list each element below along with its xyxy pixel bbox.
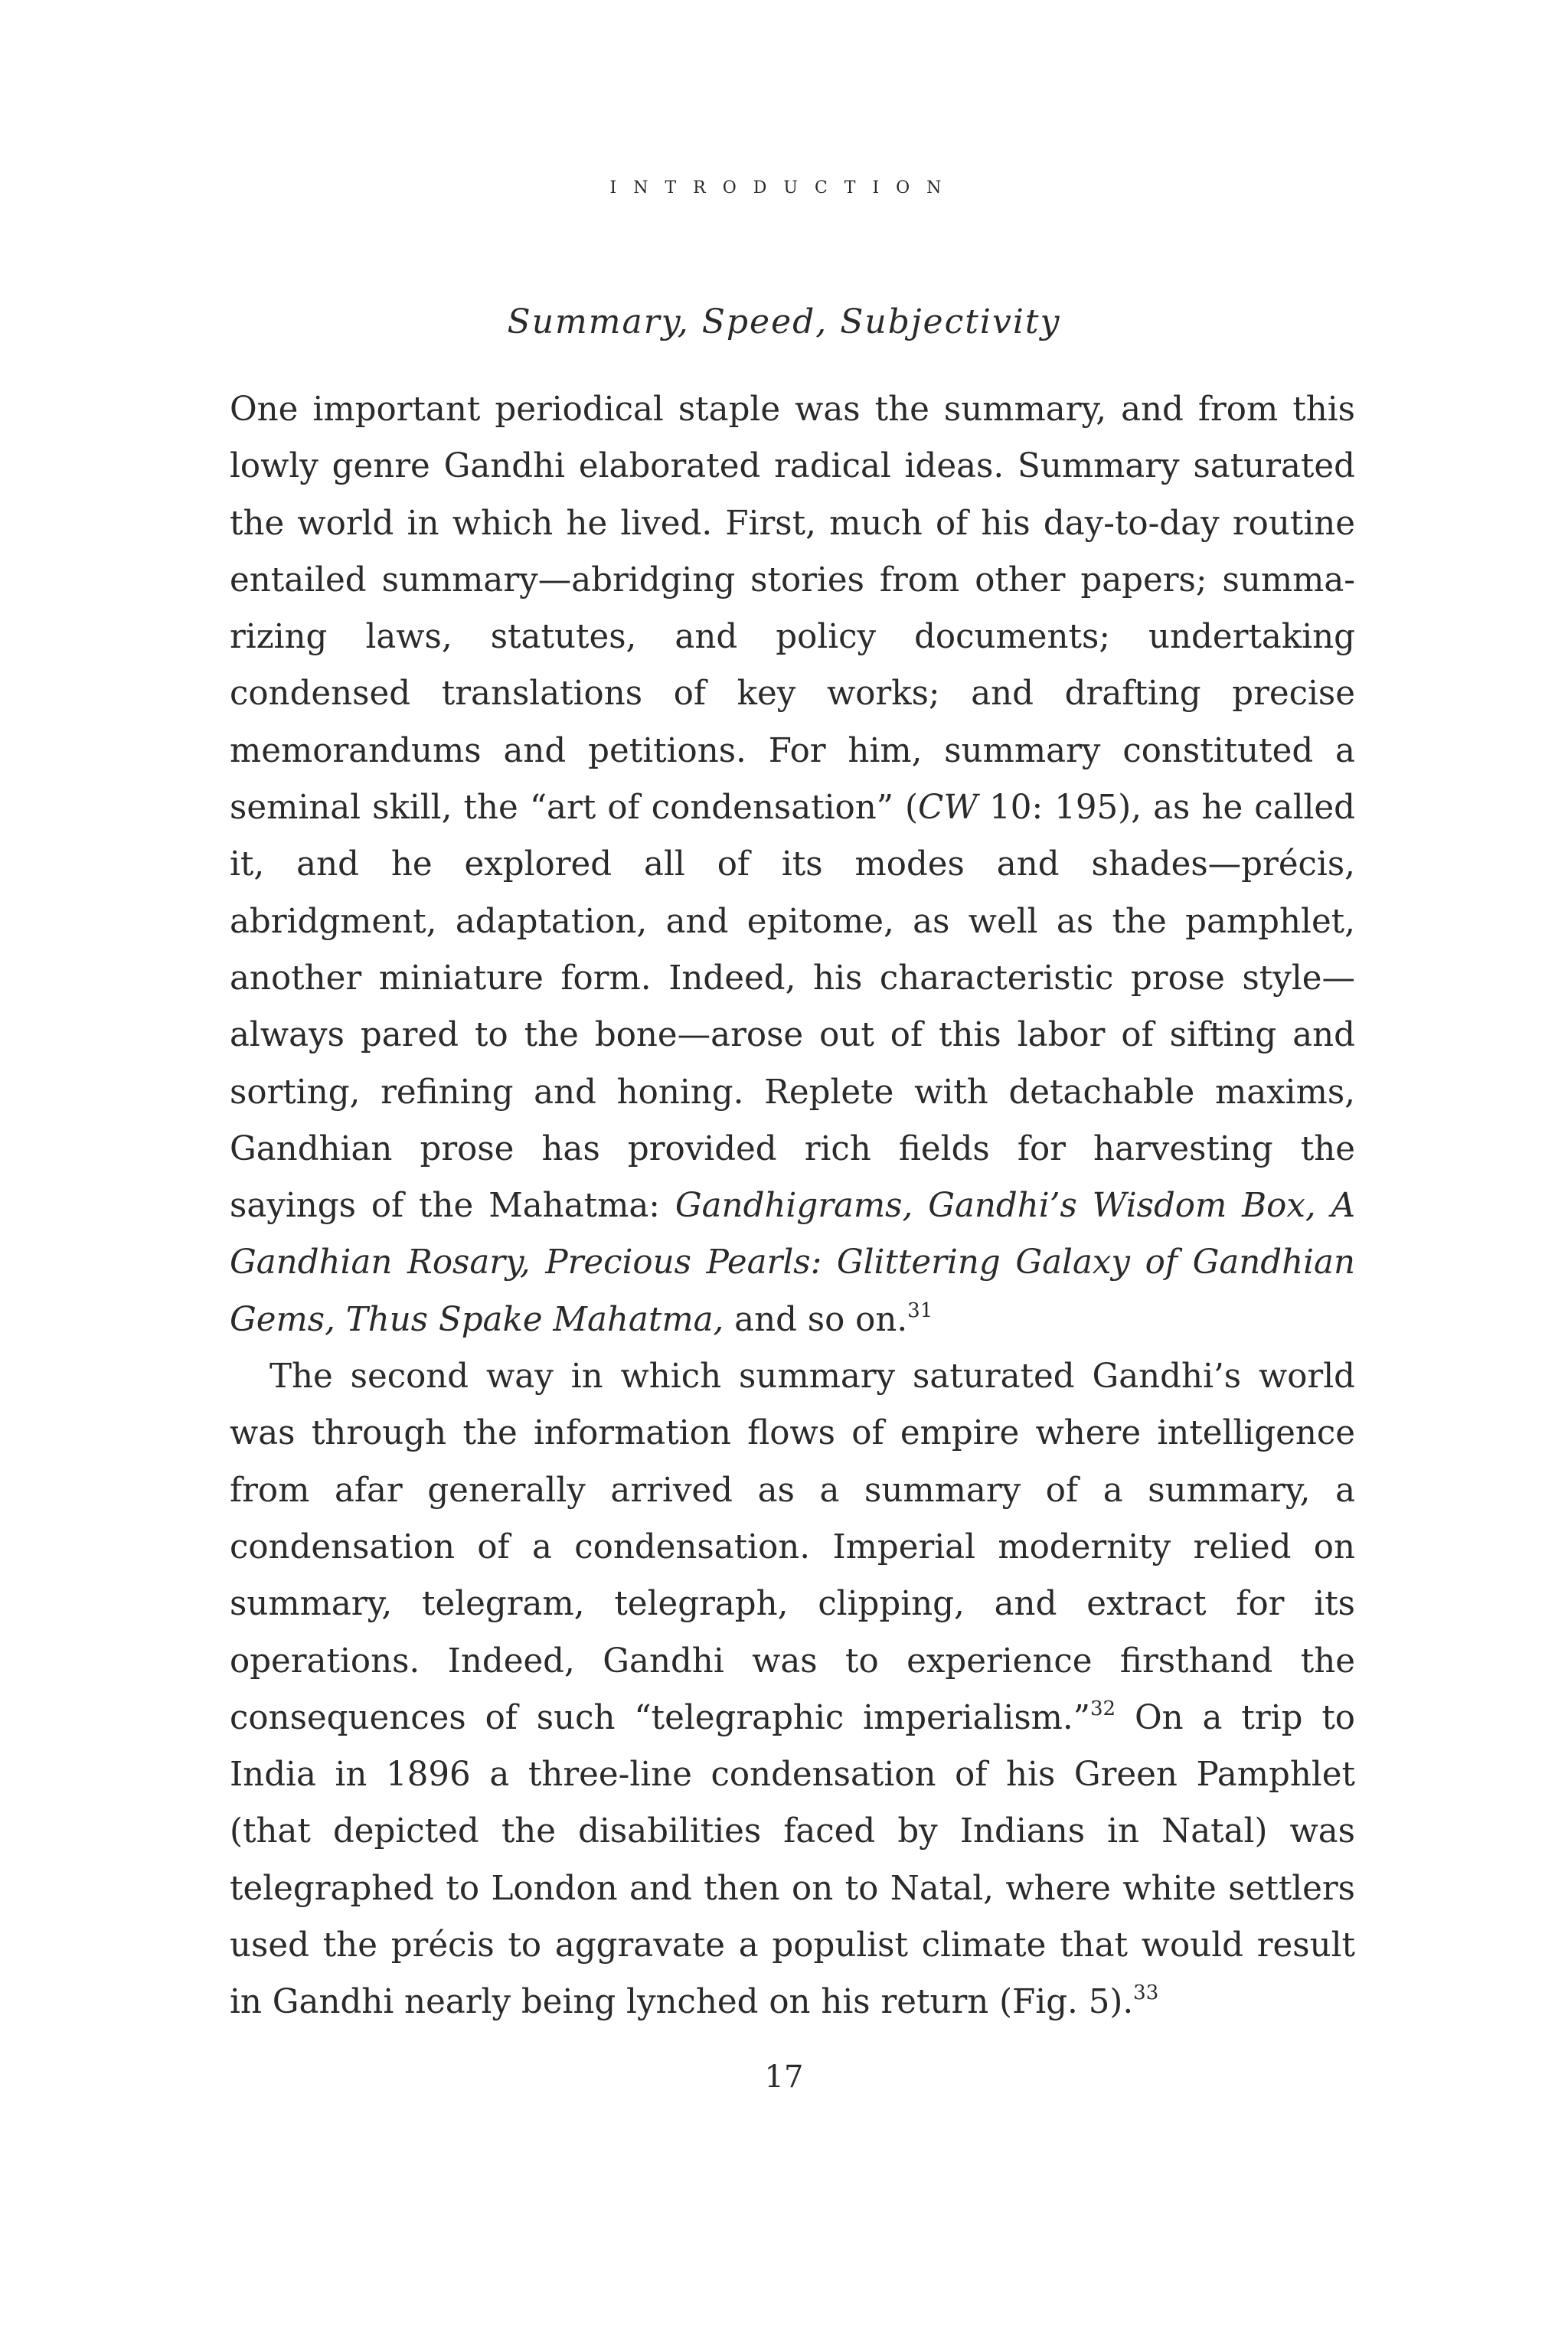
footnote-ref-31: 31	[907, 1298, 933, 1322]
footnote-ref-32: 32	[1089, 1697, 1116, 1720]
paragraph-2	[230, 1348, 1355, 2031]
body-text	[230, 381, 1355, 2031]
page-number: 17	[764, 2060, 804, 2095]
paragraph-1	[230, 381, 1355, 1348]
section-title: Summary, Speed, Subjectivity	[507, 302, 1061, 341]
collected-works-abbrev: CW	[918, 789, 978, 828]
running-head: introduction	[609, 170, 959, 199]
paragraph-1-text-b: 10: 195), as he called it, and he explored all of its modes and shades—précis, abridgment, adaptation, and epitome, as well as the pamphlet, another miniature form. Indeed, his characteristic prose style—always pared to the bone—arose out of this labor of sifting and sorting, refining and honing. Replete with detachable maxims, Gandhian prose has provided rich fields for harvesting the sayings of the Mahatma:	[230, 789, 1355, 1226]
paragraph-1-text-a: One important periodical staple was the summary, and from this lowly genre Gandhi elaborated radical ideas. Summary saturated the world in which he lived. First, much of his day-to-day routine entailed summary—abridging stories from other papers; summarizing laws, statutes, and policy documents; undertaking condensed translations of key works; and drafting precise memorandums and petitions. For him, summary constituted a seminal skill, the “art of condensation” (	[230, 390, 1355, 828]
book-titles: Gandhigrams, Gandhi’s Wisdom Box, A Gandhian Rosary, Precious Pearls: Glittering Galaxy of Gandhian Gems, Thus Spake Mahatma,	[230, 1187, 1356, 1339]
paragraph-2-text-b: On a trip to India in 1896 a three-line condensation of his Green Pamphlet (that depicted the disabilities faced by Indians in Natal) was telegraphed to London and then on to Natal, where white settlers used the précis to aggravate a populist climate that would result in Gandhi nearly being lynched on his return (Fig. 5).	[230, 1698, 1355, 2022]
paragraph-2-text-a: The second way in which summary saturated Gandhi’s world was through the information flows of empire where intelligence from afar generally arrived as a summary of a summary, a condensation of a condensation. Imperial modernity relied on summary, telegram, telegraph, clipping, and extract for its operations. Indeed, Gandhi was to experience firsthand the consequences of such “telegraphic imperialism.”	[230, 1357, 1355, 1737]
footnote-ref-33: 33	[1133, 1981, 1159, 2005]
paragraph-1-text-c: and so on.	[724, 1300, 908, 1339]
